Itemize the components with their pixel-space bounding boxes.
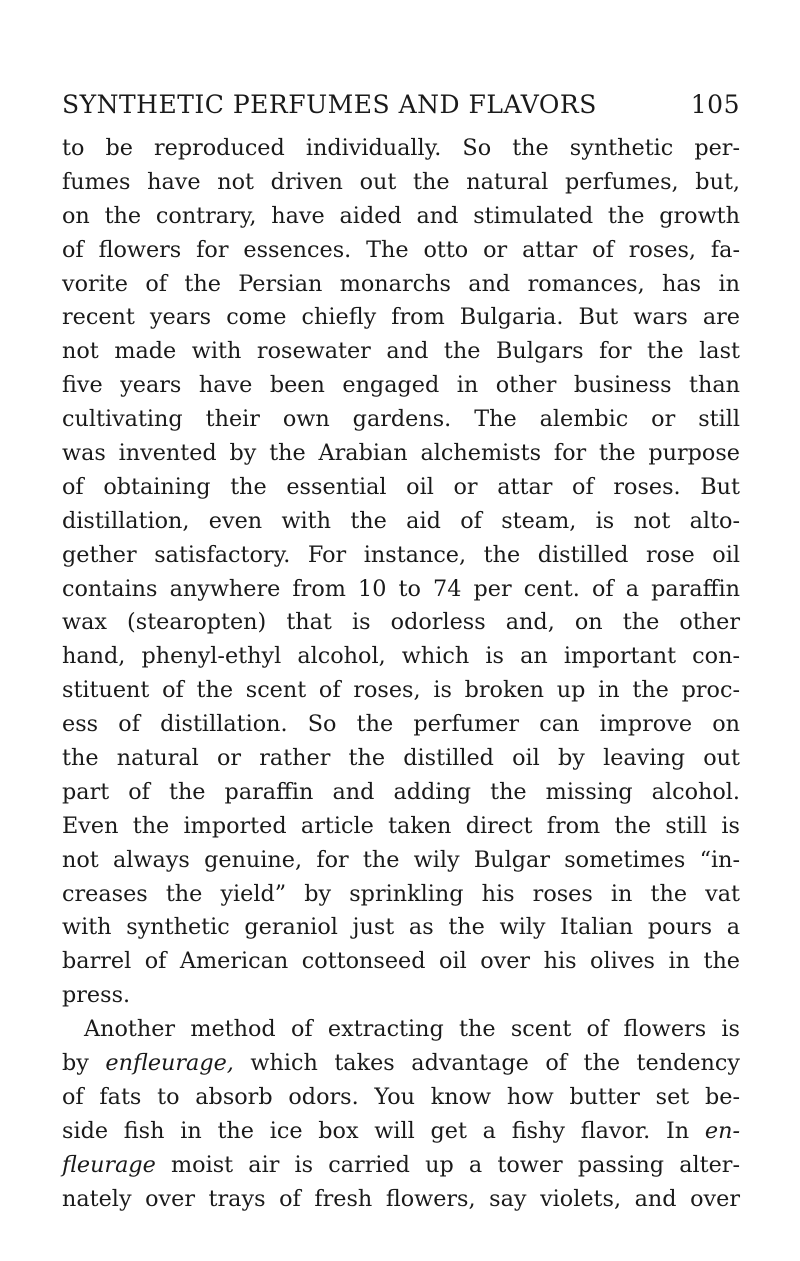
text-line: of flowers for essences. The otto or attar of roses, fa-: [62, 236, 740, 263]
text-line: ess of distillation. So the perfumer can improve on: [62, 711, 740, 738]
text-line: press.: [62, 982, 131, 1009]
text-line: the natural or rather the distilled oil by leaving out: [62, 745, 740, 772]
text-segment: by: [62, 1050, 106, 1077]
text-line: hand, phenyl-ethyl alcohol, which is an important con-: [62, 643, 740, 670]
text-line: distillation, even with the aid of steam, is not alto-: [62, 507, 740, 534]
text-line: Another method of extracting the scent of flowers is: [84, 1016, 740, 1043]
text-segment: which takes advantage of the tendency: [233, 1050, 740, 1077]
text-line: not made with rosewater and the Bulgars for the last: [62, 338, 740, 365]
text-line: wax (stearopten) that is odorless and, on the other: [62, 609, 740, 636]
text-line: recent years come chiefly from Bulgaria. But wars are: [62, 304, 740, 331]
text-line: with synthetic geraniol just as the wily Italian pours a: [62, 914, 740, 941]
text-line: of obtaining the essential oil or attar of roses. But: [62, 473, 740, 500]
running-title: SYNTHETIC PERFUMES AND FLAVORS: [62, 90, 597, 119]
running-head: [62, 88, 740, 122]
text-line: stituent of the scent of roses, is broken up in the proc-: [62, 677, 740, 704]
text-line: five years have been engaged in other business than: [62, 372, 740, 399]
paragraph-1: [62, 132, 740, 1013]
text-line: cultivating their own gardens. The alembic or still: [62, 406, 740, 433]
body-text: [62, 132, 740, 1217]
text-line: of fats to absorb odors. You know how butter set be-: [62, 1083, 740, 1110]
text-line: vorite of the Persian monarchs and romances, has in: [62, 270, 740, 297]
text-line: not always genuine, for the wily Bulgar sometimes “in-: [62, 846, 740, 873]
text-segment: side fish in the ice box will get a fishy flavor. In: [62, 1117, 690, 1144]
text-line: [62, 1047, 740, 1081]
text-line: to be reproduced individually. So the synthetic per-: [62, 135, 740, 161]
paragraph-2: [62, 1013, 740, 1216]
page-number: 105: [690, 90, 740, 119]
text-line: fumes have not driven out the natural perfumes, but,: [62, 168, 740, 195]
text-line: Even the imported article taken direct from the still is: [62, 812, 740, 839]
italic-term: en-: [704, 1117, 740, 1144]
text-line: contains anywhere from 10 to 74 per cent. of a paraffin: [62, 575, 740, 602]
text-line: [62, 1149, 740, 1183]
text-line: on the contrary, have aided and stimulated the growth: [62, 202, 740, 229]
text-line: nately over trays of fresh flowers, say violets, and over: [62, 1185, 740, 1212]
text-line: barrel of American cottonseed oil over his olives in the: [62, 948, 740, 975]
italic-term: enfleurage,: [105, 1050, 234, 1077]
italic-term: fleurage: [62, 1151, 156, 1178]
book-page: [62, 88, 740, 1217]
text-line: [62, 1115, 740, 1149]
text-line: gether satisfactory. For instance, the distilled rose oil: [62, 541, 740, 568]
text-line: part of the paraffin and adding the missing alcohol.: [62, 778, 740, 805]
text-line: creases the yield” by sprinkling his roses in the vat: [62, 880, 740, 907]
text-line: was invented by the Arabian alchemists for the purpose: [62, 440, 740, 467]
text-segment: moist air is carried up a tower passing alter-: [155, 1151, 740, 1178]
